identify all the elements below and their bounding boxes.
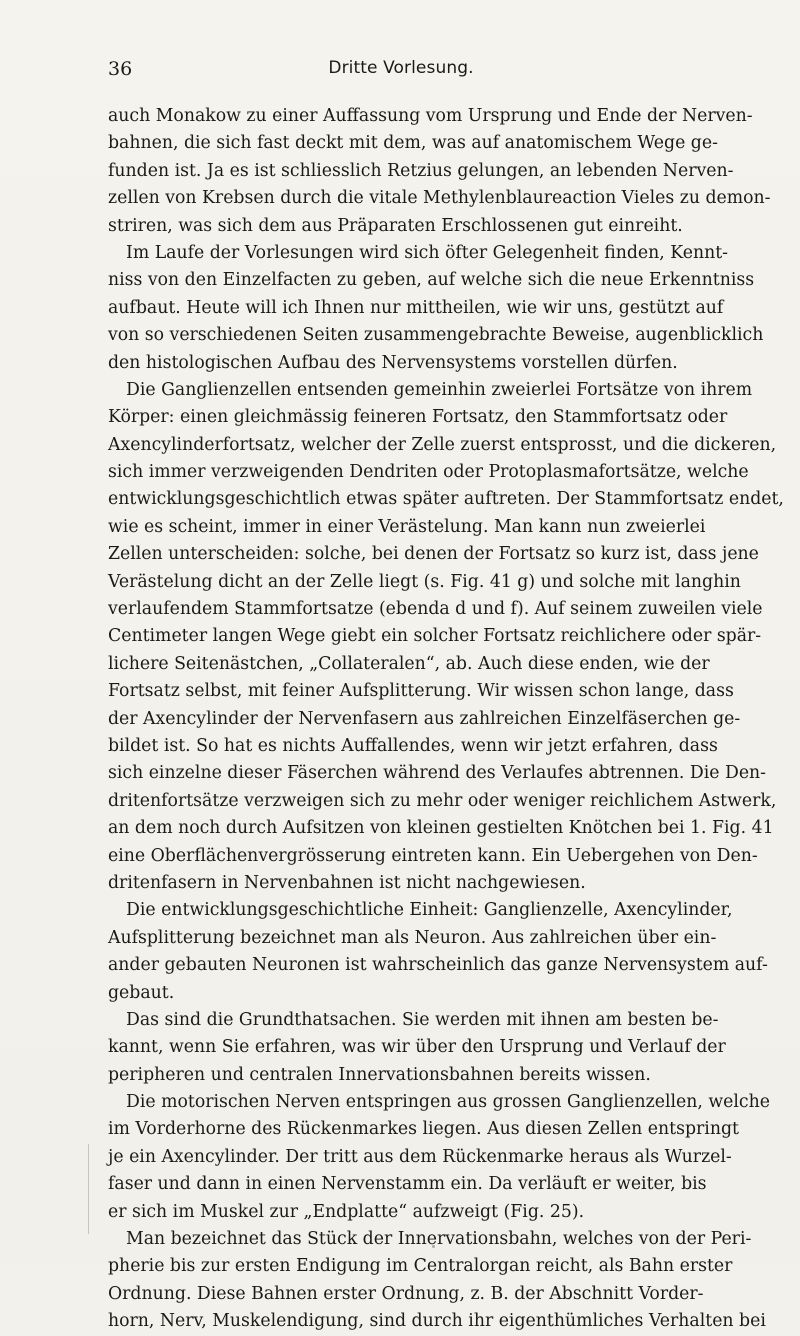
text-line: der Axencylinder der Nervenfasern aus zahlreichen Einzelfäserchen ge- — [108, 708, 741, 729]
text-line: peripheren und centralen Innervationsbahnen bereits wissen. — [108, 1064, 651, 1085]
text-line: dritenfasern in Nervenbahnen ist nicht nachgewiesen. — [108, 872, 586, 893]
text-line: zellen von Krebsen durch die vitale Methylenblaureaction Vieles zu demon- — [108, 188, 771, 209]
text-line: entwicklungsgeschichtlich etwas später auftreten. Der Stammfortsatz endet, — [108, 489, 784, 510]
text-line: lichere Seitenästchen, „Collateralen“, ab. Auch diese enden, wie der — [108, 653, 710, 674]
text-line: im Vorderhorne des Rückenmarkes liegen. Aus diesen Zellen entspringt — [108, 1119, 739, 1140]
text-line: Verästelung dicht an der Zelle liegt (s. Fig. 41 g) und solche mit langhin — [108, 571, 741, 592]
text-line: Im Laufe der Vorlesungen wird sich öfter Gelegenheit finden, Kennt- — [126, 242, 728, 263]
text-line: von so verschiedenen Seiten zusammengebrachte Beweise, augenblicklich — [108, 325, 764, 346]
text-line: Fortsatz selbst, mit feiner Aufsplitterung. Wir wissen schon lange, dass — [108, 681, 734, 702]
text-line: Aufsplitterung bezeichnet man als Neuron. Aus zahlreichen über ein- — [108, 927, 717, 948]
text-line: an dem noch durch Aufsitzen von kleinen gestielten Knötchen bei 1. Fig. 41 — [108, 818, 774, 839]
text-line: Das sind die Grundthatsachen. Sie werden mit ihnen am besten be- — [126, 1009, 719, 1030]
margin-mark — [88, 1144, 89, 1234]
text-line: bildet ist. So hat es nichts Auffallendes, wenn wir jetzt erfahren, dass — [108, 735, 718, 756]
text-line: faser und dann in einen Nervenstamm ein. Da verläuft er weiter, bis — [108, 1174, 707, 1195]
text-line: sich immer verzweigenden Dendriten oder Protoplasmafortsätze, welche — [108, 462, 749, 483]
text-line: pherie bis zur ersten Endigung im Centralorgan reicht, als Bahn erster — [108, 1256, 733, 1277]
text-line: funden ist. Ja es ist schliesslich Retzius gelungen, an lebenden Nerven- — [108, 160, 734, 181]
text-line: Die entwicklungsgeschichtliche Einheit: Ganglienzelle, Axencylinder, — [126, 900, 733, 921]
text-line: Centimeter langen Wege giebt ein solcher Fortsatz reichlichere oder spär- — [108, 626, 762, 647]
text-line: Axencylinderfortsatz, welcher der Zelle zuerst entsprosst, und die dickeren, — [108, 434, 777, 455]
text-line: Ordnung. Diese Bahnen erster Ordnung, z. B. der Abschnitt Vorder- — [108, 1283, 704, 1304]
text-line: Die motorischen Nerven entspringen aus grossen Ganglienzellen, welche — [126, 1092, 770, 1113]
text-line: Körper: einen gleichmässig feineren Fortsatz, den Stammfortsatz oder — [108, 407, 728, 428]
text-line: je ein Axencylinder. Der tritt aus dem Rückenmarke heraus als Wurzel- — [108, 1146, 732, 1167]
text-line: ander gebauten Neuronen ist wahrscheinlich das ganze Nervensystem auf- — [108, 955, 768, 976]
text-line: striren, was sich dem aus Präparaten Erschlossenen gut einreiht. — [108, 215, 683, 236]
text-line: niss von den Einzelfacten zu geben, auf welche sich die neue Erkenntniss — [108, 270, 755, 291]
text-line: dritenfortsätze verzweigen sich zu mehr oder weniger reichlichem Astwerk, — [108, 790, 777, 811]
page-number: 36 — [108, 58, 133, 80]
text-line: Die Ganglienzellen entsenden gemeinhin zweierlei Fortsätze von ihrem — [126, 379, 753, 400]
text-line: eine Oberflächenvergrösserung eintreten kann. Ein Uebergehen von Den- — [108, 845, 758, 866]
text-line: den histologischen Aufbau des Nervensystems vorstellen dürfen. — [108, 352, 678, 373]
running-title: Dritte Vorlesung. — [328, 58, 474, 78]
text-line: verlaufendem Stammfortsatze (ebenda d und f). Auf seinem zuweilen viele — [108, 599, 763, 620]
page-header — [108, 58, 694, 84]
text-line: Man bezeichnet das Stück der Innervationsbahn, welches von der Peri- — [126, 1229, 752, 1250]
text-line: sich einzelne dieser Fäserchen während des Verlaufes abtrennen. Die Den- — [108, 763, 767, 784]
text-line: horn, Nerv, Muskelendigung, sind durch ihr eigenthümliches Verhalten bei — [108, 1311, 766, 1332]
text-line: er sich im Muskel zur „Endplatte“ aufzweigt (Fig. 25). — [108, 1201, 585, 1222]
body-text — [108, 103, 784, 1336]
page-speck — [432, 1245, 435, 1248]
text-line: bahnen, die sich fast deckt mit dem, was auf anatomischem Wege ge- — [108, 133, 718, 154]
text-line: kannt, wenn Sie erfahren, was wir über den Ursprung und Verlauf der — [108, 1037, 726, 1058]
text-line: auch Monakow zu einer Auffassung vom Ursprung und Ende der Nerven- — [108, 106, 753, 126]
text-line: Zellen unterscheiden: solche, bei denen der Fortsatz so kurz ist, dass jene — [108, 544, 759, 565]
text-line: gebaut. — [108, 982, 175, 1003]
text-line: aufbaut. Heute will ich Ihnen nur mittheilen, wie wir uns, gestützt auf — [108, 297, 724, 318]
text-line: wie es scheint, immer in einer Verästelung. Man kann nun zweierlei — [108, 516, 706, 537]
